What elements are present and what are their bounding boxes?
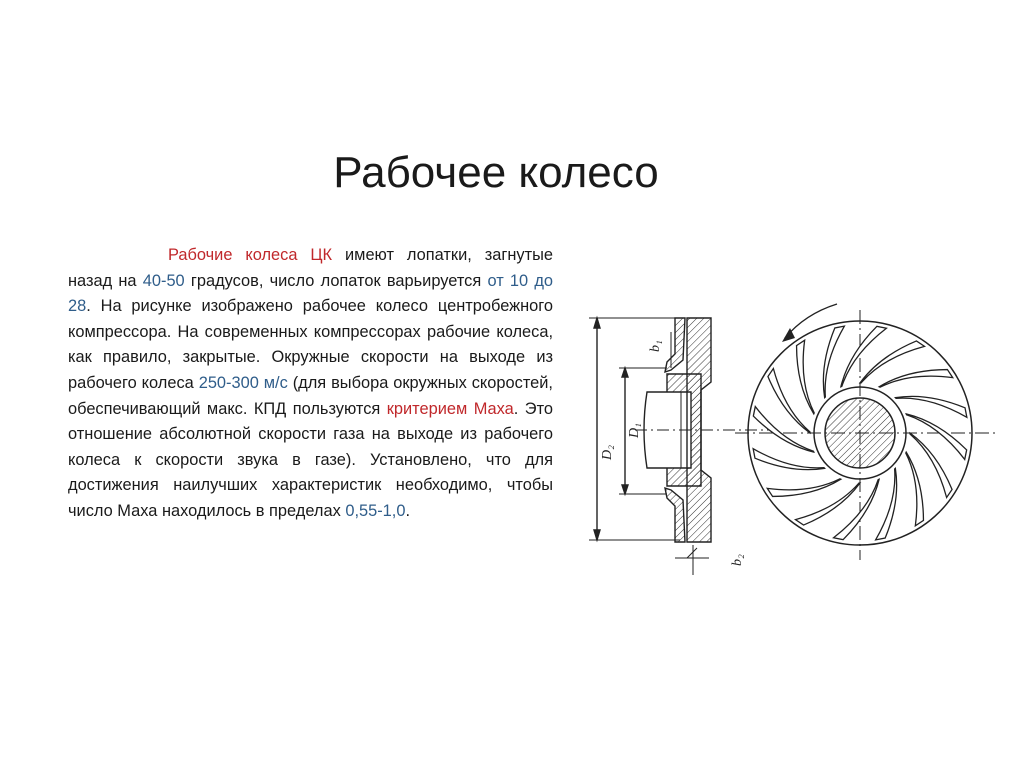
text-segment: . Это отношение абсолютной скорости газа на выходе из рабочего колеса к скорости звука в газе). Установлено, что для достижения наилучших характеристик необходимо, чтобы число Маха находилось в пределах bbox=[68, 399, 554, 520]
highlight-impellers: Рабочие колеса ЦК bbox=[168, 246, 333, 264]
highlight-mach-range: 0,55-1,0 bbox=[345, 501, 406, 520]
highlight-angle: 40-50 bbox=[142, 271, 185, 290]
label-D1: D₁ bbox=[627, 423, 642, 438]
highlight-blade-count: от 10 до 28 bbox=[68, 271, 554, 316]
impeller-drawing-svg bbox=[575, 270, 1015, 590]
impeller-blade bbox=[879, 370, 953, 388]
impeller-section-view bbox=[589, 318, 775, 575]
label-D2: D₂ bbox=[600, 445, 615, 460]
rotation-arrow-icon bbox=[782, 304, 837, 342]
impeller-blade bbox=[906, 452, 924, 526]
body-paragraph bbox=[68, 243, 553, 525]
text-segment: (для выбора окружных скоростей, обеспечивающий макс. КПД пользуются bbox=[68, 373, 553, 418]
impeller-blade bbox=[797, 340, 815, 414]
highlight-mach-criterion: критерием Маха bbox=[386, 399, 514, 418]
text-segment: . На рисунке изображено рабочее колесо центробежного компрессора. На современных компрессорах рабочие колеса, как правило, закрытые. Окружные скорости на выходе из рабочего колеса bbox=[68, 297, 553, 392]
impeller-blade bbox=[767, 479, 841, 497]
text-segment: градусов, число лопаток варьируется bbox=[184, 271, 488, 290]
text-segment: имеют лопатки, загнутые назад на bbox=[68, 246, 553, 290]
impeller-drawing bbox=[575, 270, 1015, 590]
label-b2: b₂ bbox=[730, 554, 745, 566]
slide-title: Рабочее колесо bbox=[333, 148, 659, 197]
text-segment: . bbox=[405, 501, 411, 520]
impeller-front-view bbox=[735, 310, 995, 560]
label-b1: b₁ bbox=[648, 340, 663, 352]
highlight-speed: 250-300 м/с bbox=[198, 373, 288, 392]
